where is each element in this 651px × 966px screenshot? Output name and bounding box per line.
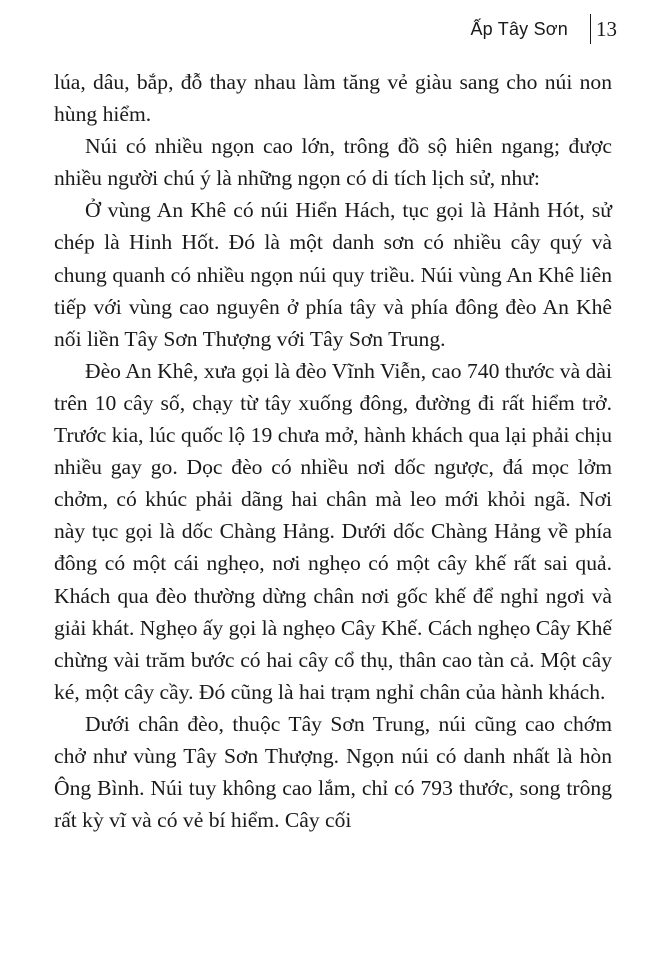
header-divider: [590, 14, 591, 44]
page-body: [54, 66, 612, 836]
running-title: Ấp Tây Sơn: [470, 18, 568, 39]
page-number: 13: [596, 16, 617, 41]
page-header: [470, 14, 617, 44]
paragraph: Đèo An Khê, xưa gọi là đèo Vĩnh Viễn, cao 740 thước và dài trên 10 cây số, chạy từ tây xuống đông, đường đi rất hiểm trở. Trước kia, lúc quốc lộ 19 chưa mở, hành khách qua lại phải chịu nhiều gay go. Dọc đèo có nhiều nơi dốc ngược, đá mọc lởm chởm, có khúc phải dãng hai chân mà leo mới khỏi ngã. Nơi này tục gọi là dốc Chàng Hảng. Dưới dốc Chàng Hảng về phía đông có một cái nghẹo, nơi nghẹo có một cây khế rất sai quả. Khách qua đèo thường dừng chân nơi gốc khế để nghỉ ngơi và giải khát. Nghẹo ấy gọi là nghẹo Cây Khế. Cách nghẹo Cây Khế chừng vài trăm bước có hai cây cổ thụ, thân cao tàn cả. Một cây ké, một cây cầy. Đó cũng là hai trạm nghỉ chân của hành khách.: [54, 358, 612, 704]
paragraph: Ở vùng An Khê có núi Hiển Hách, tục gọi là Hảnh Hót, sử chép là Hinh Hốt. Đó là một danh sơn có nhiều cây quý và chung quanh có nhiều ngọn núi quy triều. Núi vùng An Khê liên tiếp với vùng cao nguyên ở phía tây và phía đông đèo An Khê nối liền Tây Sơn Thượng với Tây Sơn Trung.: [54, 198, 612, 351]
paragraph: Núi có nhiều ngọn cao lớn, trông đồ sộ hiên ngang; được nhiều người chú ý là những ngọn có di tích lịch sử, như:: [54, 134, 612, 191]
paragraph-continued: lúa, dâu, bắp, đỗ thay nhau làm tăng vẻ giàu sang cho núi non hùng hiểm.: [54, 70, 612, 127]
paragraph: Dưới chân đèo, thuộc Tây Sơn Trung, núi cũng cao chớm chở như vùng Tây Sơn Thượng. Ngọn núi có danh nhất là hòn Ông Bình. Núi tuy không cao lắm, chỉ có 793 thước, song trông rất kỳ vĩ và có vẻ bí hiểm. Cây cối: [54, 711, 612, 833]
